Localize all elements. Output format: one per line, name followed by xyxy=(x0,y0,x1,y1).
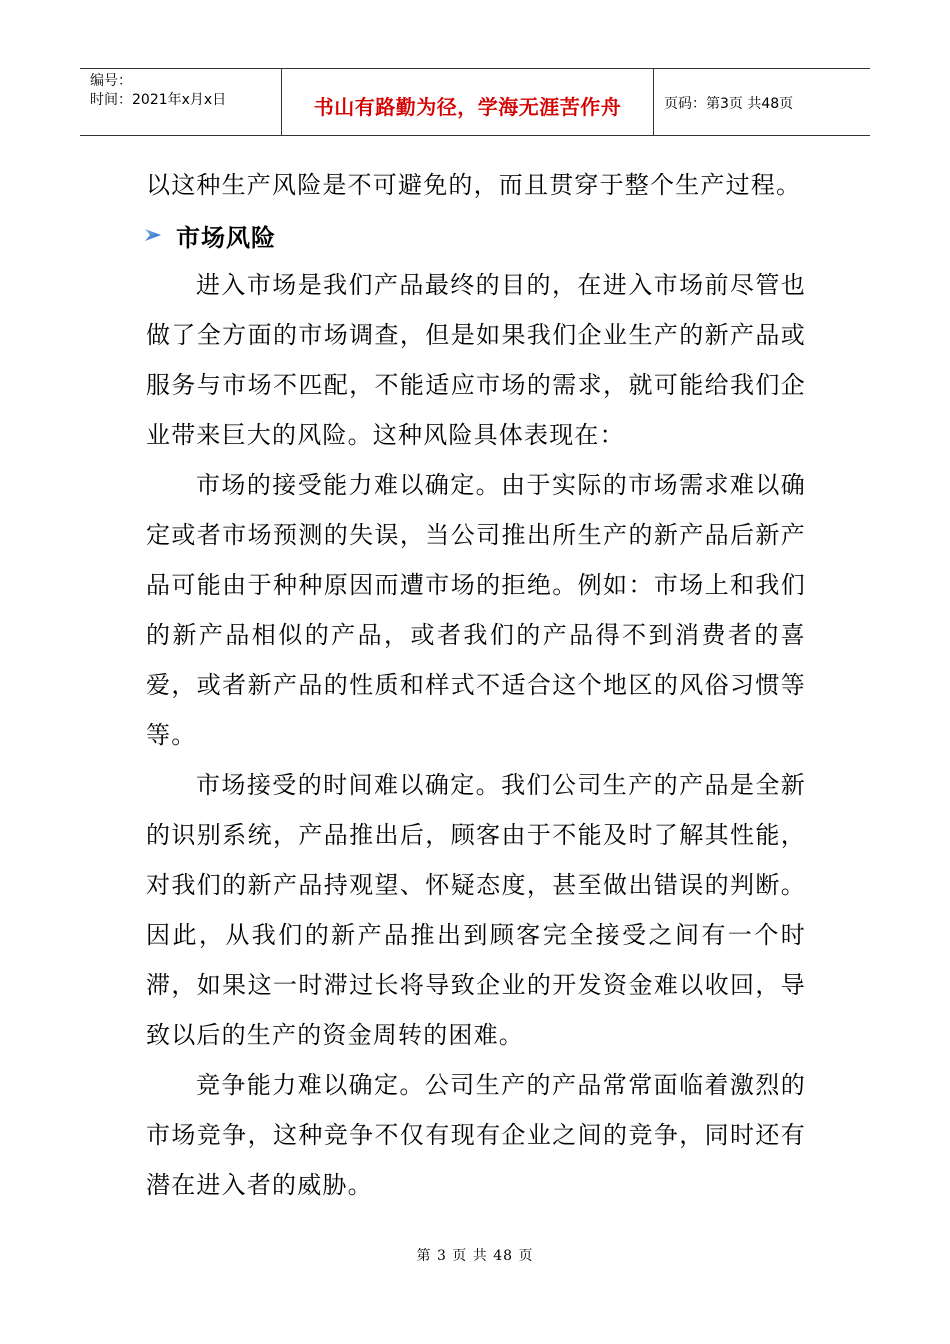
paragraph-3: 市场接受的时间难以确定。我们公司生产的产品是全新的识别系统，产品推出后，顾客由于不能及时了解其性能，对我们的新产品持观望、怀疑态度，甚至做出错误的判断。因此，从我们的新产品推出到顾客完全接受之间有一个时滞，如果这一时滞过长将导致企业的开发资金难以收回，导致以后的生产的资金周转的困难。 xyxy=(146,771,806,1049)
section-heading xyxy=(146,210,806,260)
header-meta-cell xyxy=(80,69,282,135)
continuation-line: 以这种生产风险是不可避免的，而且贯穿于整个生产过程。 xyxy=(146,171,802,199)
header-page-info-cell xyxy=(654,69,870,135)
paragraph-2: 市场的接受能力难以确定。由于实际的市场需求难以确定或者市场预测的失误，当公司推出所生产的新产品后新产品可能由于种种原因而遭市场的拒绝。例如：市场上和我们的新产品相似的产品，或者我们的产品得不到消费者的喜爱，或者新产品的性质和样式不适合这个地区的风俗习惯等等。 xyxy=(146,471,806,749)
document-body xyxy=(146,160,806,1210)
chevron-right-icon xyxy=(142,224,164,246)
section-title: 市场风险 xyxy=(176,223,276,252)
document-header xyxy=(80,68,870,136)
page-footer xyxy=(0,1245,950,1265)
paragraph-1: 进入市场是我们产品最终的目的，在进入市场前尽管也做了全方面的市场调查，但是如果我们企业生产的新产品或服务与市场不匹配，不能适应市场的需求，就可能给我们企业带来巨大的风险。这种风险具体表现在： xyxy=(146,271,806,449)
footer-page-number: 第 3 页 共 48 页 xyxy=(416,1248,534,1264)
document-date-label: 时间：2021年x月x日 xyxy=(90,92,227,108)
header-page-info: 页码：第3页 共48页 xyxy=(664,96,794,112)
paragraph-4: 竞争能力难以确定。公司生产的产品常常面临着激烈的市场竞争，这种竞争不仅有现有企业之间的竞争，同时还有潜在进入者的威胁。 xyxy=(146,1071,806,1199)
header-motto: 书山有路勤为径，学海无涯苦作舟 xyxy=(313,94,622,119)
header-motto-cell xyxy=(282,69,654,135)
document-number-label: 编号： xyxy=(90,73,132,89)
